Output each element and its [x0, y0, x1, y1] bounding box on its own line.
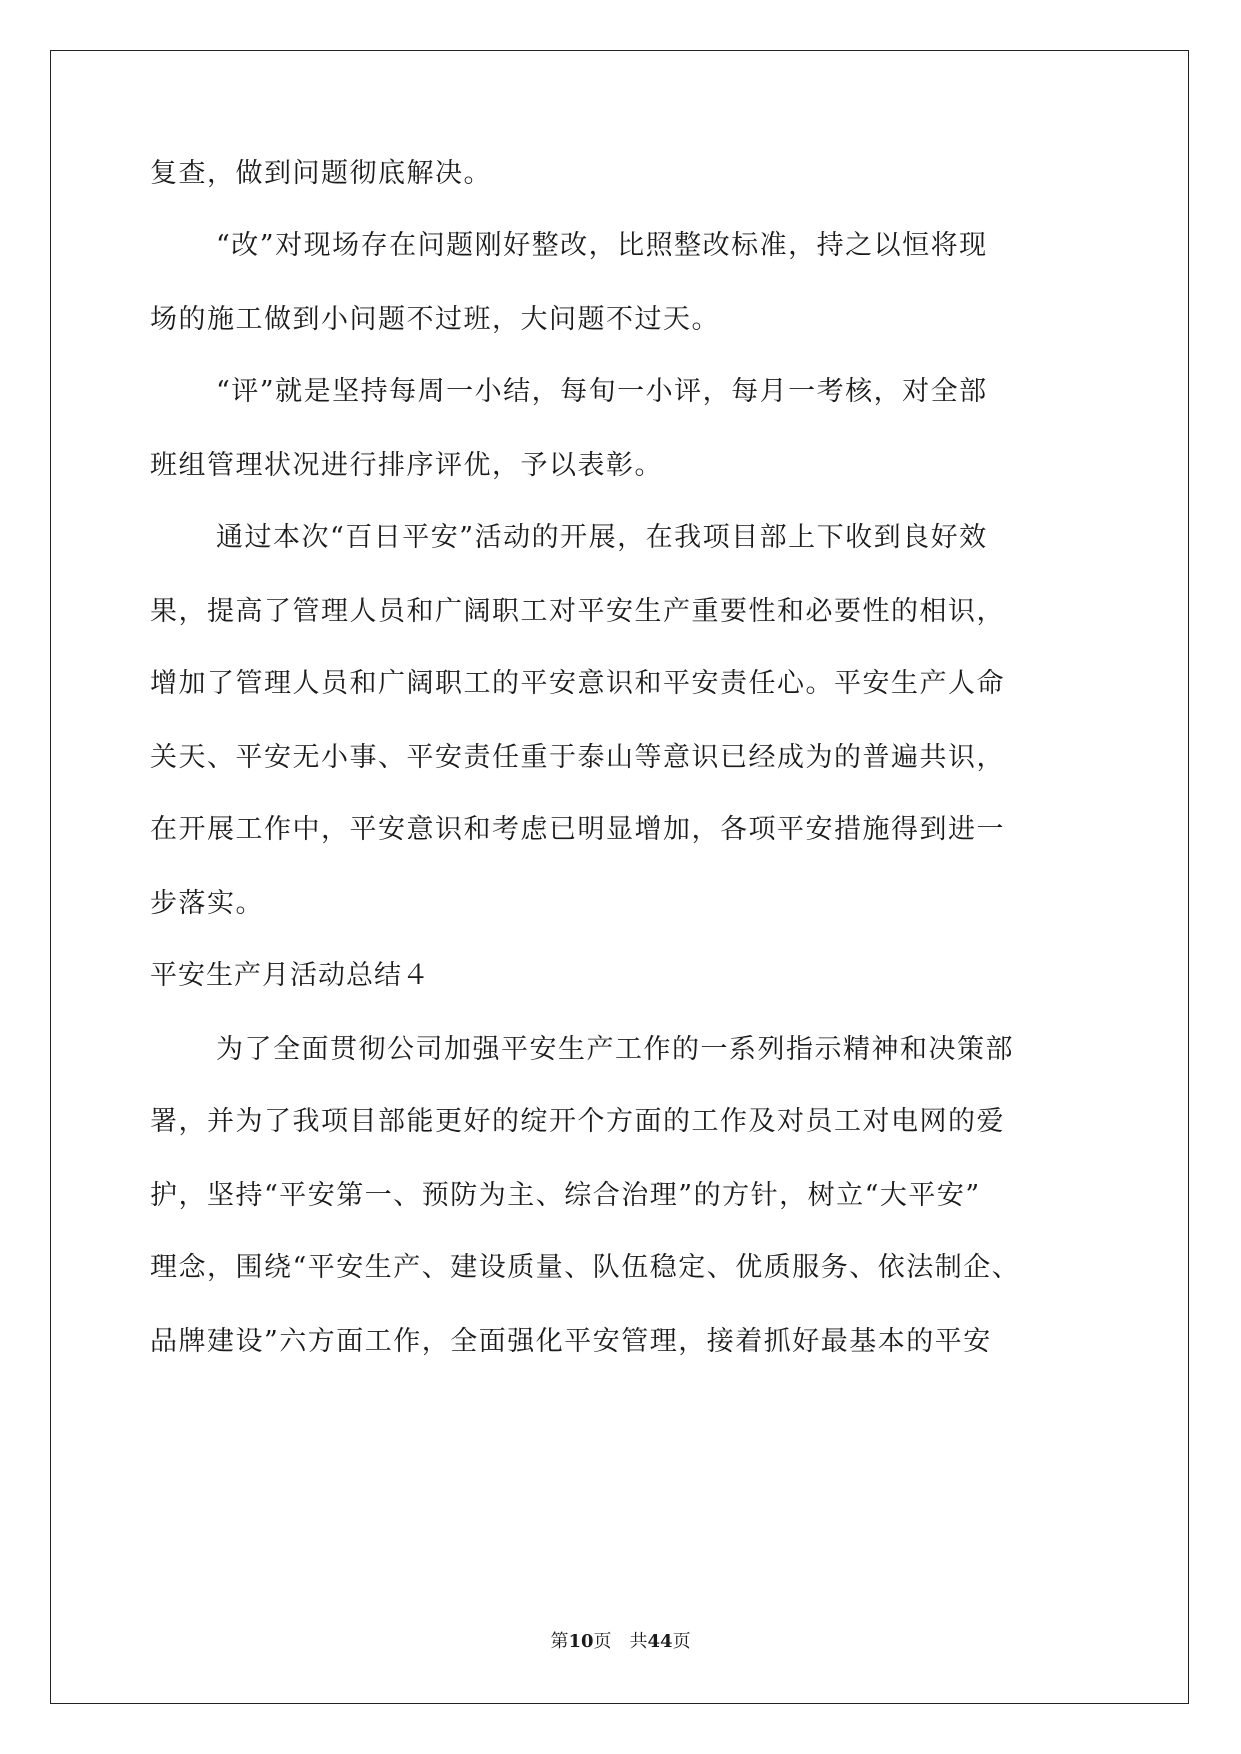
body-line: 署，并为了我项目部能更好的绽开个方面的工作及对员工对电网的爱 [150, 1106, 1005, 1137]
body-line: 增加了管理人员和广阔职工的平安意识和平安责任心。平安生产人命 [150, 668, 1005, 699]
page-border [50, 50, 1189, 1704]
body-line: 果，提高了管理人员和广阔职工对平安生产重要性和必要性的相识， [150, 596, 1005, 627]
body-line: 关天、平安无小事、平安责任重于泰山等意识已经成为的普遍共识， [150, 742, 1005, 773]
body-line: 理念，围绕“平安生产、建设质量、队伍稳定、优质服务、依法制企、 [150, 1252, 1021, 1283]
footer-prefix: 第 [550, 1631, 569, 1652]
body-line: 品牌建设”六方面工作，全面强化平安管理，接着抓好最基本的平安 [150, 1326, 992, 1357]
body-line: 通过本次“百日平安”活动的开展，在我项目部上下收到良好效 [216, 522, 988, 553]
body-line: 护，坚持“平安第一、预防为主、综合治理”的方针，树立“大平安” [150, 1180, 981, 1211]
footer-middle: 页 共 [593, 1631, 648, 1652]
section-heading: 平安生产月活动总结４ [150, 960, 430, 991]
body-line: 场的施工做到小问题不过班，大问题不过天。 [150, 304, 720, 335]
body-line: 在开展工作中，平安意识和考虑已明显增加，各项平安措施得到进一 [150, 814, 1005, 845]
body-line: 班组管理状况进行排序评优，予以表彰。 [150, 450, 663, 481]
body-line: 为了全面贯彻公司加强平安生产工作的一系列指示精神和决策部 [216, 1034, 1014, 1065]
body-line: 复查，做到问题彻底解决。 [150, 158, 492, 189]
page-footer [0, 1630, 1241, 1654]
body-line: “评”就是坚持每周一小结，每旬一小评，每月一考核，对全部 [216, 376, 988, 407]
footer-suffix: 页 [672, 1631, 691, 1652]
current-page-number: 10 [568, 1631, 594, 1652]
total-page-count: 44 [647, 1631, 673, 1652]
body-line: “改”对现场存在问题刚好整改，比照整改标准，持之以恒将现 [216, 230, 988, 261]
body-line: 步落实。 [150, 888, 264, 919]
